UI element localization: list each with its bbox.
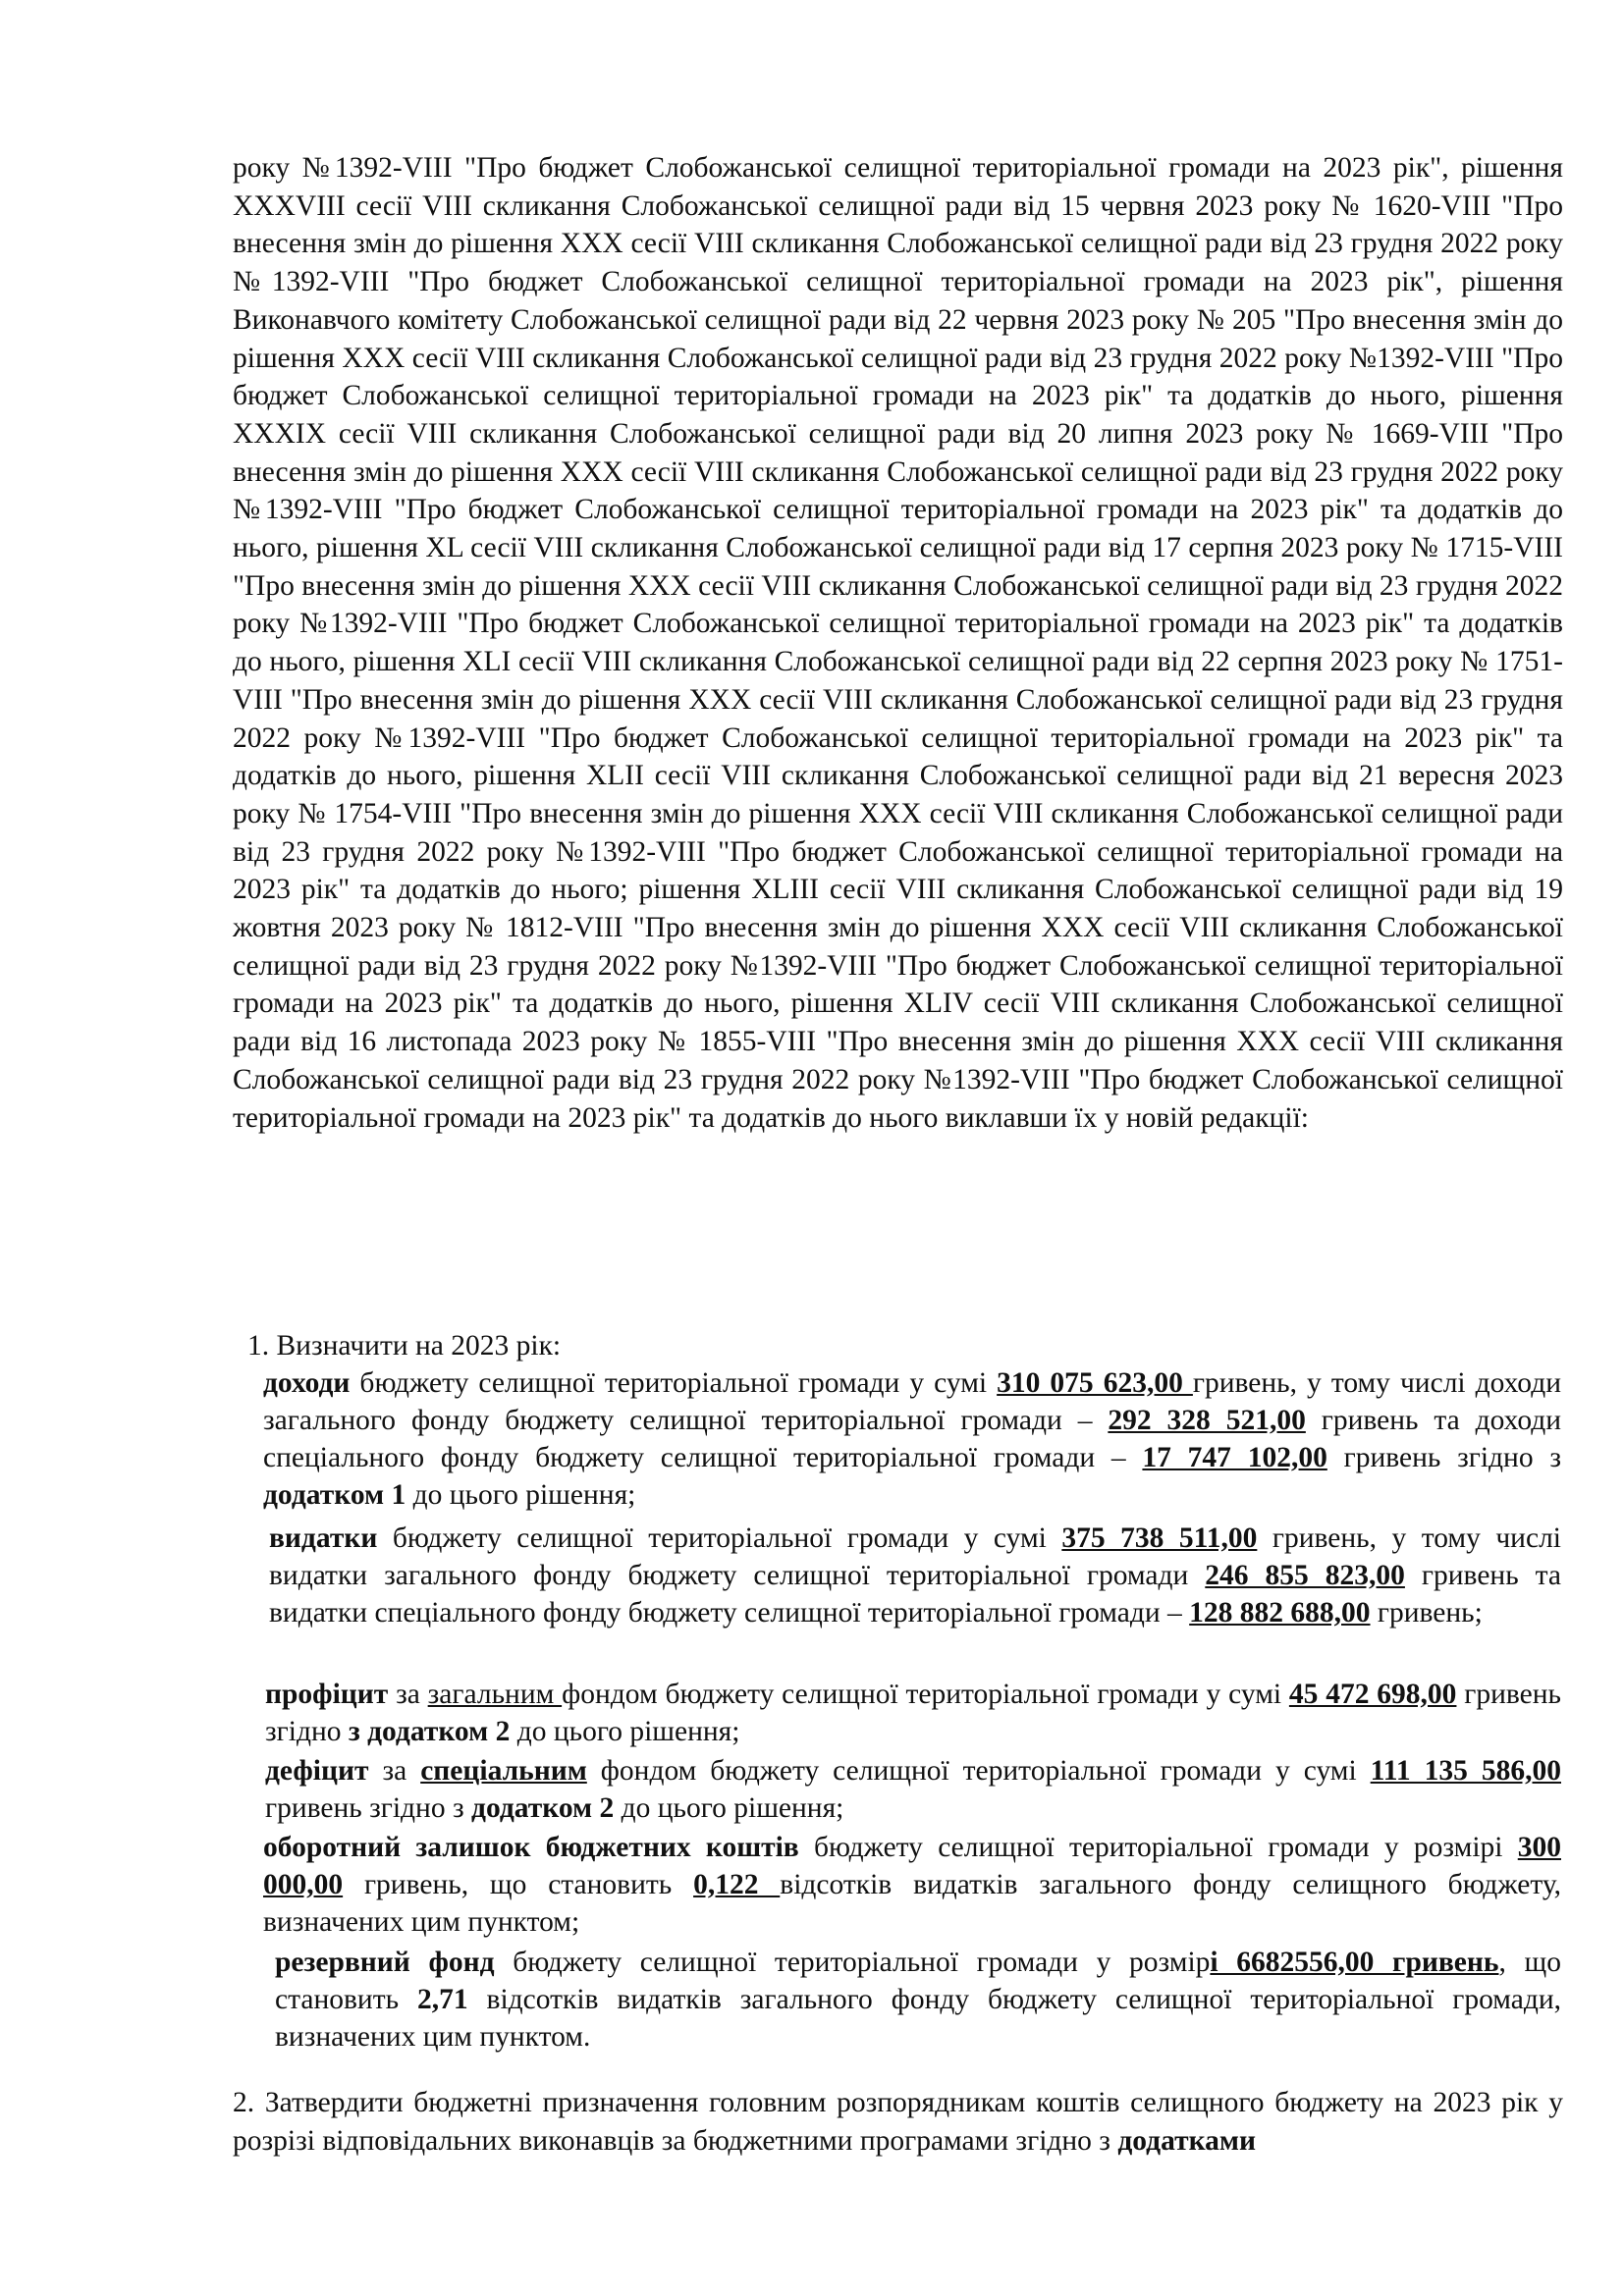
- deficit-text-3: гривень згідно з: [265, 1792, 472, 1824]
- surplus-term: профіцит: [265, 1679, 389, 1710]
- deficit-paragraph: [265, 1752, 1561, 1827]
- deficit-text-1: за: [368, 1755, 421, 1787]
- deficit-fund: спеціальним: [420, 1755, 587, 1787]
- revenues-paragraph: [263, 1364, 1561, 1514]
- surplus-text-1: за: [388, 1679, 428, 1710]
- revenues-text-2: гривень, у тому числі доходи загального фонду бюджету селищної територіальної громади –: [263, 1367, 1561, 1436]
- expenditures-text-4: гривень;: [1370, 1597, 1483, 1629]
- revenues-term: доходи: [263, 1367, 351, 1399]
- expenditures-special-fund: 128 882 688,00: [1189, 1597, 1371, 1629]
- surplus-text-3: гривень згідно: [265, 1679, 1561, 1747]
- reserve-fund-text-1: бюджету селищної територіальної громади у розмір: [494, 1947, 1211, 1978]
- preamble-paragraph: року №1392-VIII "Про бюджет Слобожанської селищної територіальної громади на 2023 рік", рішення XXXVIII сесії VIII скликання Слобожанської селищної ради від 15 червня 2023 року № 1620-VIII "Про внесення змін до рішення XXX сесії VIII скликання Слобожанської селищної ради від 23 грудня 2022 року №1392-VIII "Про бюджет Слобожанської селищної територіальної громади на 2023 рік", рішення Виконавчого комітету Слобожанської селищної ради від 22 червня 2023 року № 205 "Про внесення змін до рішення XXX сесії VIII скликання Слобожанської селищної ради від 23 грудня 2022 року №1392-VIII "Про бюджет Слобожанської селищної територіальної громади на 2023 рік" та додатків до нього, рішення XXXIX сесії VIII скликання Слобожанської селищної ради від 20 липня 2023 року № 1669-VIII "Про внесення змін до рішення XXX сесії VIII скликання Слобожанської селищної ради від 23 грудня 2022 року №1392-VIII "Про бюджет Слобожанської селищної територіальної громади на 2023 рік" та додатків до нього, рішення XL сесії VIII скликання Слобожанської селищної ради від 17 серпня 2023 року № 1715-VIII "Про внесення змін до рішення XXX сесії VIII скликання Слобожанської селищної ради від 23 грудня 2022 року №1392-VIII "Про бюджет Слобожанської селищної територіальної громади на 2023 рік" та додатків до нього, рішення XLI сесії VIII скликання Слобожанської селищної ради від 22 серпня 2023 року № 1751-VIII "Про внесення змін до рішення XXX сесії VIII скликання Слобожанської селищної ради від 23 грудня 2022 року №1392-VIII "Про бюджет Слобожанської селищної територіальної громади на 2023 рік" та додатків до нього, рішення XLII сесії VIII скликання Слобожанської селищної ради від 21 вересня 2023 року № 1754-VIII "Про внесення змін до рішення XXX сесії VIII скликання Слобожанської селищної ради від 23 грудня 2022 року №1392-VIII "Про бюджет Слобожанської селищної територіальної громади на 2023 рік" та додатків до нього; рішення XLIII сесії VIII скликання Слобожанської селищної ради від 19 жовтня 2023 року № 1812-VIII "Про внесення змін до рішення XXX сесії VIII скликання Слобожанської селищної ради від 23 грудня 2022 року №1392-VIII "Про бюджет Слобожанської селищної територіальної громади на 2023 рік" та додатків до нього, рішення XLIV сесії VIII скликання Слобожанської селищної ради від 16 листопада 2023 року № 1855-VIII "Про внесення змін до рішення XXX сесії VIII скликання Слобожанської селищної ради від 23 грудня 2022 року №1392-VIII "Про бюджет Слобожанської селищної територіальної громади на 2023 рік" та додатків до нього виклавши їх у новій редакції:: [233, 152, 1563, 1134]
- reserve-fund-amount: і 6682556,00 гривень: [1210, 1947, 1499, 1978]
- reserve-fund-text-2: , що становить: [275, 1947, 1561, 2015]
- deficit-text-2: фондом бюджету селищної територіальної громади у сумі: [586, 1755, 1371, 1787]
- deficit-text-4: до цього рішення;: [614, 1792, 844, 1824]
- working-balance-paragraph: [263, 1829, 1561, 1941]
- expenditures-term: видатки: [269, 1522, 378, 1554]
- working-balance-percent: 0,122: [693, 1869, 781, 1900]
- surplus-paragraph: [265, 1676, 1561, 1750]
- reserve-fund-paragraph: [275, 1944, 1561, 2056]
- item-2-paragraph: [233, 2084, 1563, 2161]
- expenditures-paragraph: [269, 1520, 1561, 1631]
- revenues-general-fund: 292 328 521,00: [1108, 1405, 1306, 1436]
- expenditures-total: 375 738 511,00: [1061, 1522, 1258, 1554]
- deficit-term: дефіцит: [265, 1755, 369, 1787]
- surplus-text-4: до цього рішення;: [510, 1716, 740, 1747]
- surplus-text-2: фондом бюджету селищної територіальної громади у сумі: [562, 1679, 1289, 1710]
- revenues-annex: додатком 1: [263, 1479, 406, 1511]
- expenditures-text-1: бюджету селищної територіальної громади у сумі: [377, 1522, 1062, 1554]
- revenues-text-5: до цього рішення;: [406, 1479, 636, 1511]
- working-balance-amount: 300 000,00: [263, 1832, 1561, 1900]
- item-1-heading: 1. Визначити на 2023 рік:: [247, 1330, 562, 1362]
- surplus-amount: 45 472 698,00: [1288, 1679, 1457, 1710]
- item-2-text: 2. Затвердити бюджетні призначення головним розпорядникам коштів селищного бюджету на 2023 рік у розрізі відповідальних виконавців за бюджетними програмами згідно з: [233, 2087, 1563, 2157]
- revenues-text-1: бюджету селищної територіальної громади у сумі: [350, 1367, 998, 1399]
- reserve-fund-term: резервний фонд: [275, 1947, 495, 1978]
- revenues-special-fund: 17 747 102,00: [1142, 1442, 1327, 1473]
- working-balance-text-3: відсотків видатків загального фонду селищного бюджету, визначених цим пунктом;: [263, 1869, 1561, 1938]
- item-2-annex: додатками: [1117, 2125, 1256, 2157]
- revenues-text-4: гривень згідно з: [1326, 1442, 1561, 1473]
- expenditures-text-3: гривень та видатки спеціального фонду бюджету селищної територіальної громади –: [269, 1560, 1561, 1629]
- revenues-text-3: гривень та доходи спеціального фонду бюджету селищної територіальної громади –: [263, 1405, 1562, 1473]
- deficit-annex: додатком 2: [471, 1792, 615, 1824]
- surplus-fund: загальним: [427, 1679, 563, 1710]
- working-balance-text-1: бюджету селищної територіальної громади у розмірі: [798, 1832, 1518, 1863]
- revenues-total: 310 075 623,00: [997, 1367, 1193, 1399]
- reserve-fund-text-3: відсотків видатків загального фонду бюджету селищної територіальної громади, визначених цим пунктом.: [275, 1984, 1562, 2053]
- expenditures-text-2: гривень, у тому числі видатки загального фонду бюджету селищної територіальної громади: [269, 1522, 1561, 1591]
- deficit-amount: 111 135 586,00: [1370, 1755, 1561, 1787]
- reserve-fund-percent: 2,71: [416, 1984, 468, 2015]
- expenditures-general-fund: 246 855 823,00: [1205, 1560, 1405, 1591]
- working-balance-term: оборотний залишок бюджетних коштів: [263, 1832, 799, 1863]
- surplus-annex: з додатком 2: [348, 1716, 511, 1747]
- working-balance-text-2: гривень, що становить: [343, 1869, 694, 1900]
